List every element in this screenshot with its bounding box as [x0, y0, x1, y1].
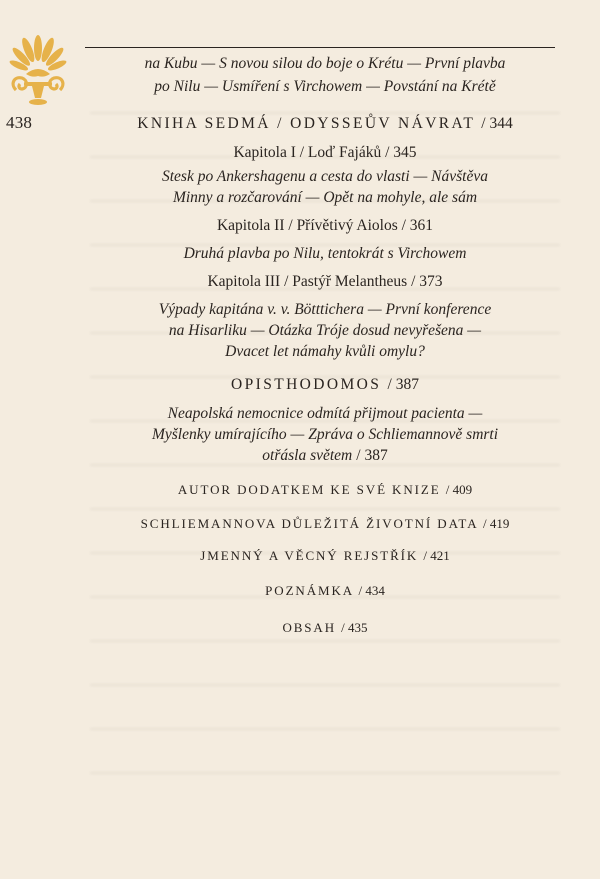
chapter-summary-line: Dvacet let námahy kvůli omylu? — [225, 343, 425, 360]
page-number: 438 — [6, 113, 33, 132]
opisthodomos-summary-line: Myšlenky umírajícího — Zpráva o Schliemannově smrti — [151, 426, 499, 443]
appendix-title: JMENNÝ A VĚCNÝ REJSTŘÍK — [200, 548, 419, 563]
book-title: KNIHA SEDMÁ / ODYSSEŮV NÁVRAT — [137, 115, 475, 132]
opisthodomos-summary-line: otřásla světem — [262, 447, 353, 464]
appendix-page: / 419 — [482, 516, 510, 531]
chapter-summary-line: Druhá plavba po Nilu, tentokrát s Virchowem — [183, 245, 467, 262]
appendix-title: OBSAH — [282, 620, 337, 635]
chapter-summary-line: na Hisarliku — Otázka Tróje dosud nevyřešena — — [168, 322, 482, 339]
appendix-page: / 409 — [445, 482, 473, 497]
palmette-ornament-icon — [6, 34, 70, 108]
opisthodomos-page: / 387 — [387, 376, 419, 393]
appendix-entry — [85, 482, 565, 498]
appendix-entry — [85, 583, 565, 599]
chapter-summary-line: Stesk po Ankershagenu a cesta do vlasti — Návštěva — [161, 168, 488, 185]
chapter-title: Kapitola I / Loď Fajáků / 345 — [233, 144, 417, 161]
book-page: / 344 — [481, 115, 513, 132]
intro-line: po Nilu — Usmíření s Virchowem — Povstání na Krétě — [154, 78, 496, 95]
top-rule — [85, 47, 555, 48]
opisthodomos-title: OPISTHODOMOS — [231, 376, 382, 393]
appendix-title: AUTOR DODATKEM KE SVÉ KNIZE — [177, 482, 441, 497]
opisthodomos-summary-last — [85, 447, 565, 465]
intro-line: na Kubu — S novou silou do boje o Krétu — První plavba — [144, 55, 506, 72]
chapter-summary-line: Výpady kapitána v. v. Bötttichera — První konference — [158, 301, 492, 318]
chapter-title: Kapitola III / Pastýř Melantheus / 373 — [207, 273, 443, 290]
appendix-title: SCHLIEMANNOVA DŮLEŽITÁ ŽIVOTNÍ DATA — [140, 516, 478, 531]
chapter-title: Kapitola II / Přívětivý Aiolos / 361 — [216, 217, 434, 234]
appendix-page: / 435 — [341, 620, 368, 635]
appendix-entry — [85, 516, 565, 532]
opisthodomos-summary-page: / 387 — [356, 447, 388, 464]
opisthodomos-heading — [85, 376, 565, 394]
appendix-entry — [85, 548, 565, 564]
chapter-summary-line: Minny a rozčarování — Opět na mohyle, ale sám — [172, 189, 478, 206]
appendix-page: / 421 — [423, 548, 450, 563]
appendix-title: POZNÁMKA — [265, 583, 354, 598]
appendix-entry — [85, 620, 565, 636]
opisthodomos-summary-line: Neapolská nemocnice odmítá přijmout pacienta — — [167, 405, 483, 422]
appendix-page: / 434 — [358, 583, 385, 598]
book-heading — [85, 115, 565, 133]
